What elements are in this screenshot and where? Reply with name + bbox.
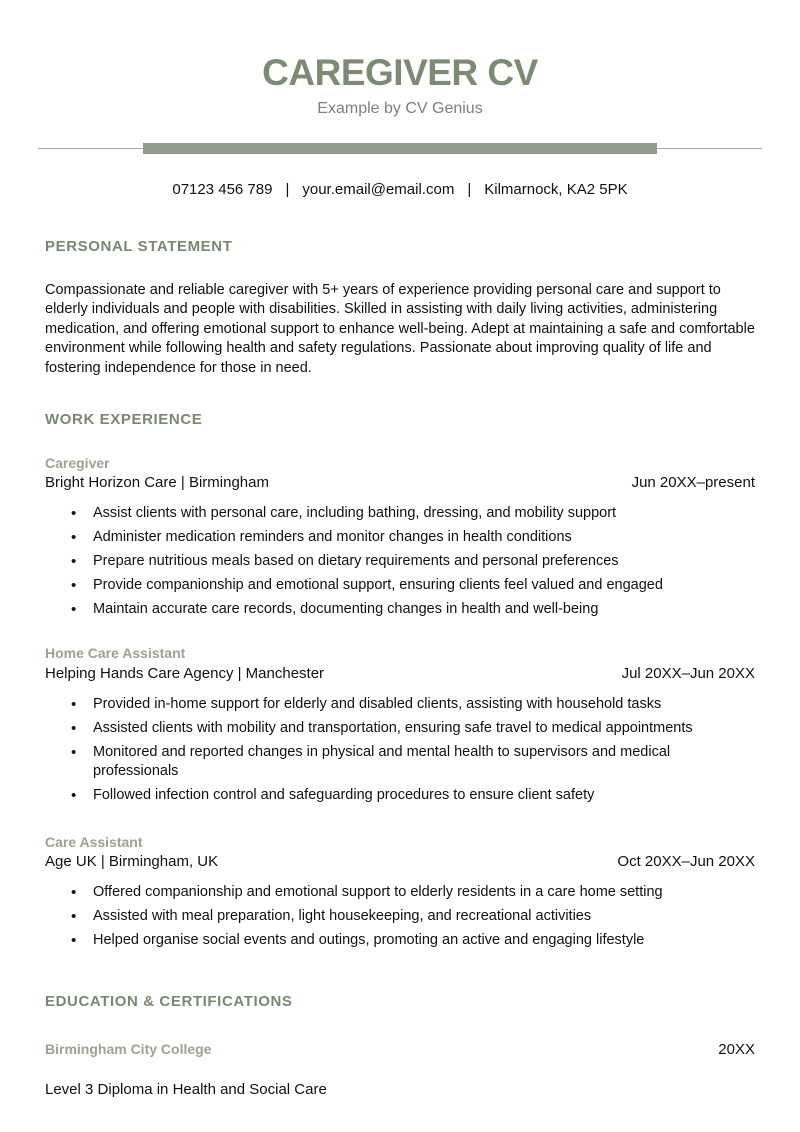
job-entry xyxy=(45,456,755,620)
header-divider xyxy=(45,143,755,154)
job-bullet: • Prepare nutritious meals based on dietary requirements and personal preferences xyxy=(45,552,755,572)
job-bullet-list xyxy=(45,504,755,620)
job-title: Care Assistant xyxy=(45,833,143,850)
job-bullet: • Assist clients with personal care, including bathing, dressing, and mobility support xyxy=(45,504,755,524)
job-dates: Jun 20XX–present xyxy=(631,473,755,491)
job-bullet: • Offered companionship and emotional support to elderly residents in a care home setting xyxy=(45,883,755,903)
job-bullet: • Assisted with meal preparation, light housekeeping, and recreational activities xyxy=(45,907,755,927)
job-bullet: • Maintain accurate care records, documenting changes in health and well-being xyxy=(45,600,755,620)
contact-line xyxy=(45,182,755,199)
job-bullet-list xyxy=(45,883,755,951)
job-bullet: • Administer medication reminders and monitor changes in health conditions xyxy=(45,528,755,548)
job-meta-row xyxy=(45,474,755,492)
contact-separator: | xyxy=(285,180,290,198)
job-bullet: • Provided in-home support for elderly and disabled clients, assisting with household tasks xyxy=(45,695,755,715)
job-bullet: • Followed infection control and safeguarding procedures to ensure client safety xyxy=(45,786,755,806)
divider-accent-bar xyxy=(143,143,657,154)
job-entry xyxy=(45,835,755,951)
contact-email: your.email@email.com xyxy=(302,180,455,198)
section-heading-education: EDUCATION & CERTIFICATIONS xyxy=(45,992,293,1010)
education-entry xyxy=(45,1041,755,1099)
section-heading-personal-statement: PERSONAL STATEMENT xyxy=(45,238,233,256)
job-bullet: • Assisted clients with mobility and transportation, ensuring safe travel to medical appointments xyxy=(45,719,755,739)
education-meta-row xyxy=(45,1041,755,1058)
contact-phone: 07123 456 789 xyxy=(172,180,273,198)
job-company: Bright Horizon Care | Birmingham xyxy=(45,473,269,491)
education-degree: Level 3 Diploma in Health and Social Care xyxy=(45,1081,327,1099)
job-meta-row xyxy=(45,665,755,683)
job-title: Caregiver xyxy=(45,454,110,471)
page-subtitle: Example by CV Genius xyxy=(317,100,483,117)
job-title: Home Care Assistant xyxy=(45,645,186,662)
job-meta-row xyxy=(45,853,755,871)
page-title: CAREGIVER CV xyxy=(262,52,538,93)
personal-statement-text: Compassionate and reliable caregiver with 5+ years of experience providing personal care and support to elderly individuals and people with disabilities. Skilled in assisting with daily living activities, administering medication, and offering emotional support to enhance well-being. Adept at maintaining a safe and comfortable environment while following health and safety regulations. Passionate about improving quality of life and fostering independence for those in need. xyxy=(45,281,755,376)
job-dates: Oct 20XX–Jun 20XX xyxy=(617,853,755,871)
education-dates: 20XX xyxy=(718,1041,755,1059)
section-heading-work-experience: WORK EXPERIENCE xyxy=(45,411,203,429)
job-company: Helping Hands Care Agency | Manchester xyxy=(45,664,325,682)
contact-separator: | xyxy=(467,180,472,198)
job-entry xyxy=(45,646,755,805)
job-bullet-list xyxy=(45,695,755,806)
contact-location: Kilmarnock, KA2 5PK xyxy=(484,180,628,198)
job-bullet: • Helped organise social events and outings, promoting an active and engaging lifestyle xyxy=(45,931,755,951)
job-bullet: • Monitored and reported changes in physical and mental health to supervisors and medical professionals xyxy=(45,743,755,782)
job-bullet: • Provide companionship and emotional support, ensuring clients feel valued and engaged xyxy=(45,576,755,596)
job-dates: Jul 20XX–Jun 20XX xyxy=(621,664,755,682)
job-company: Age UK | Birmingham, UK xyxy=(45,853,219,871)
education-school: Birmingham City College xyxy=(45,1041,212,1058)
